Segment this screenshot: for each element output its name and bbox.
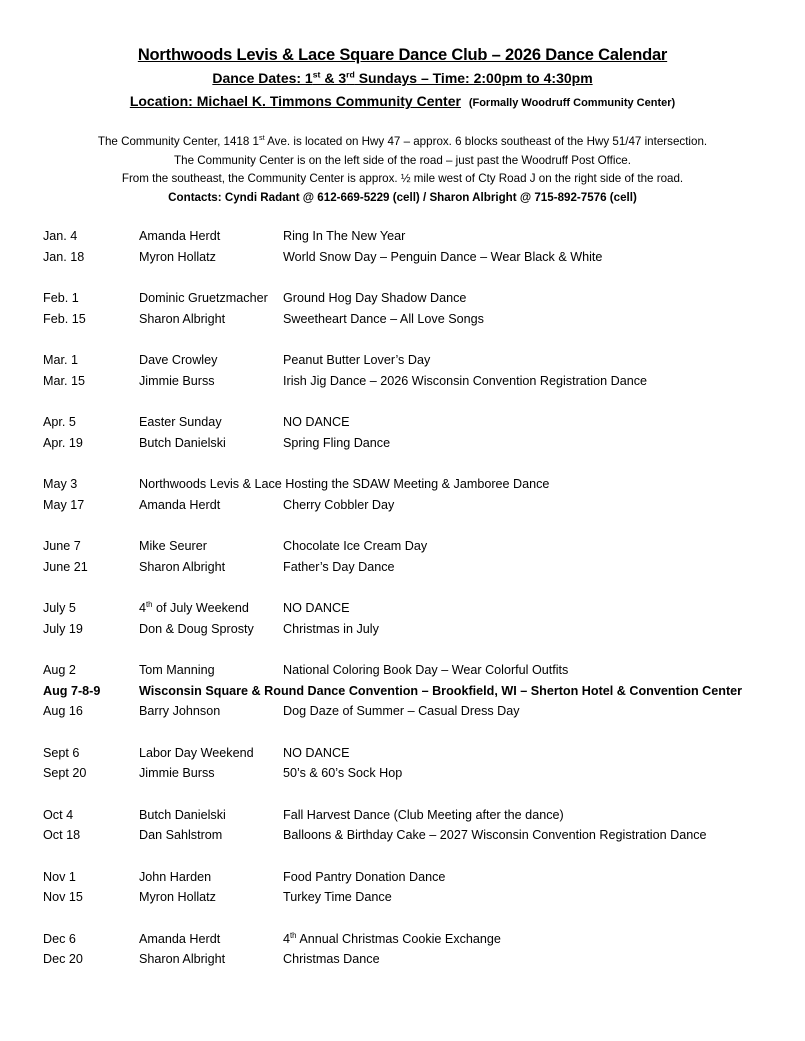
- caller: Jimmie Burss: [139, 766, 215, 780]
- caller: Easter Sunday: [139, 415, 222, 429]
- event-description: Northwoods Levis & Lace Hosting the SDAW Meeting & Jamboree Dance: [139, 477, 550, 491]
- caller: Myron Hollatz: [139, 890, 216, 904]
- schedule-row: [43, 619, 803, 640]
- caller: Labor Day Weekend: [139, 745, 254, 760]
- directions-text: The Community Center, 1418 1: [97, 135, 259, 148]
- caller: Butch Danielski: [139, 807, 226, 822]
- theme: Peanut Butter Lover’s Day: [283, 353, 431, 367]
- schedule-row: [43, 805, 803, 826]
- month-group-march: [43, 350, 803, 391]
- caller: Mike Seurer: [139, 539, 207, 553]
- schedule-row: [43, 887, 803, 908]
- month-group-june: [43, 536, 803, 577]
- date: Nov 15: [43, 890, 83, 904]
- theme: Fall Harvest Dance (Club Meeting after the dance): [283, 807, 564, 822]
- caller: Amanda Herdt: [139, 931, 221, 946]
- caller: Sharon Albright: [139, 311, 226, 326]
- caller: Amanda Herdt: [139, 497, 221, 512]
- caller: Tom Manning: [139, 663, 215, 677]
- caller: Dave Crowley: [139, 353, 218, 367]
- date: Nov 1: [43, 869, 76, 884]
- schedule-row: [43, 743, 803, 764]
- theme: Ground Hog Day Shadow Dance: [283, 291, 467, 305]
- document-title: Northwoods Levis & Lace Square Dance Club – 2026 Dance Calendar: [137, 46, 668, 64]
- theme: [283, 929, 501, 950]
- theme: Irish Jig Dance – 2026 Wisconsin Convention Registration Dance: [283, 373, 648, 388]
- schedule-row: [43, 598, 803, 619]
- date: Dec 20: [43, 952, 83, 966]
- date: Oct 4: [43, 807, 74, 822]
- date: Apr. 19: [43, 435, 83, 450]
- theme: 50’s & 60’s Sock Hop: [283, 766, 403, 780]
- schedule-row: [43, 226, 803, 247]
- date: Feb. 1: [43, 291, 79, 305]
- theme: NO DANCE: [283, 415, 350, 429]
- theme: Spring Fling Dance: [283, 435, 391, 450]
- schedule-row: [43, 412, 803, 433]
- date: Jan. 18: [43, 249, 85, 264]
- dance-dates-line: [0, 67, 805, 89]
- caller: Amanda Herdt: [139, 229, 221, 243]
- schedule-row-convention: [43, 681, 803, 702]
- theme: Food Pantry Donation Dance: [283, 869, 446, 884]
- schedule-row: [43, 660, 803, 681]
- month-group-december: [43, 929, 803, 970]
- dance-dates-text: Sundays – Time: 2:00pm to 4:30pm: [354, 70, 593, 86]
- caller: Barry Johnson: [139, 704, 221, 718]
- date: Aug 7-8-9: [43, 683, 101, 698]
- theme: Turkey Time Dance: [283, 890, 392, 904]
- schedule-row: [43, 247, 803, 268]
- directions-line-1: [0, 133, 805, 152]
- schedule-row: [43, 495, 803, 516]
- date: June 7: [43, 539, 81, 553]
- month-group-january: [43, 226, 803, 267]
- schedule-row: [43, 929, 803, 950]
- location-note: (Formally Woodruff Community Center): [468, 97, 676, 109]
- theme: World Snow Day – Penguin Dance – Wear Black & White: [283, 249, 603, 264]
- caller-text: of July Weekend: [152, 601, 249, 615]
- date: July 5: [43, 601, 76, 615]
- caller: Sharon Albright: [139, 952, 226, 966]
- month-group-august: [43, 660, 803, 722]
- date: Aug 2: [43, 663, 76, 677]
- superscript: th: [146, 599, 153, 609]
- dance-dates-text: & 3: [320, 70, 347, 86]
- date: May 17: [43, 497, 85, 512]
- schedule-row: [43, 701, 803, 722]
- schedule-row: [43, 433, 803, 454]
- directions-line-3: From the southeast, the Community Center is approx. ½ mile west of Cty Road J on the right side of the road.: [121, 172, 684, 185]
- schedule-row: [43, 557, 803, 578]
- directions-text: Ave. is located on Hwy 47 – approx. 6 blocks southeast of the Hwy 51/47 intersection.: [264, 135, 708, 148]
- date: Apr. 5: [43, 415, 76, 429]
- theme: National Coloring Book Day – Wear Colorful Outfits: [283, 663, 569, 677]
- month-group-february: [43, 288, 803, 329]
- document-header: [0, 44, 805, 114]
- date: Sept 6: [43, 745, 80, 760]
- caller: Dominic Gruetzmacher: [139, 291, 268, 305]
- caller: John Harden: [139, 869, 212, 884]
- schedule-row: [43, 474, 803, 495]
- month-group-july: [43, 598, 803, 639]
- event-description: Wisconsin Square & Round Dance Convention – Brookfield, WI – Sherton Hotel & Convention Center: [139, 683, 743, 698]
- date: Sept 20: [43, 766, 87, 780]
- dance-dates-text: Dance Dates: 1: [212, 70, 313, 86]
- theme: NO DANCE: [283, 745, 350, 760]
- caller: Jimmie Burss: [139, 373, 215, 388]
- month-group-october: [43, 805, 803, 846]
- date: May 3: [43, 477, 78, 491]
- caller: [139, 598, 249, 619]
- directions-block: [0, 133, 805, 207]
- directions-line-2: The Community Center is on the left side of the road – just past the Woodruff Post Office.: [174, 153, 631, 167]
- theme-text: Annual Christmas Cookie Exchange: [296, 931, 501, 946]
- theme-text: 4: [283, 931, 291, 946]
- caller: Myron Hollatz: [139, 249, 216, 264]
- date: July 19: [43, 621, 83, 636]
- caller: Don & Doug Sprosty: [139, 621, 254, 636]
- date: Mar. 15: [43, 373, 85, 388]
- date: Jan. 4: [43, 229, 78, 243]
- date: Dec 6: [43, 931, 76, 946]
- schedule-row: [43, 371, 803, 392]
- theme: Ring In The New Year: [283, 229, 406, 243]
- caller: Sharon Albright: [139, 559, 226, 574]
- month-group-november: [43, 867, 803, 908]
- schedule-row: [43, 309, 803, 330]
- dance-schedule: [43, 226, 803, 991]
- theme: Balloons & Birthday Cake – 2027 Wisconsin Convention Registration Dance: [283, 828, 707, 842]
- contacts-line: Contacts: Cyndi Radant @ 612-669-5229 (cell) / Sharon Albright @ 715-892-7576 (cell): [168, 190, 637, 204]
- theme: Dog Daze of Summer – Casual Dress Day: [283, 704, 520, 718]
- theme: Father’s Day Dance: [283, 559, 395, 574]
- schedule-row: [43, 825, 803, 846]
- date: June 21: [43, 559, 88, 574]
- theme: Chocolate Ice Cream Day: [283, 539, 428, 553]
- superscript: th: [290, 930, 297, 940]
- schedule-row: [43, 350, 803, 371]
- month-group-april: [43, 412, 803, 453]
- caller-text: 4: [139, 601, 147, 615]
- theme: Christmas Dance: [283, 952, 380, 966]
- schedule-row: [43, 288, 803, 309]
- date: Feb. 15: [43, 311, 86, 326]
- theme: Sweetheart Dance – All Love Songs: [283, 311, 484, 326]
- superscript: st: [312, 69, 321, 80]
- schedule-row: [43, 867, 803, 888]
- location-line: [0, 90, 805, 114]
- month-group-september: [43, 743, 803, 784]
- schedule-row: [43, 763, 803, 784]
- theme: Christmas in July: [283, 621, 379, 636]
- schedule-row: [43, 536, 803, 557]
- superscript: rd: [346, 69, 355, 80]
- date: Mar. 1: [43, 353, 78, 367]
- theme: NO DANCE: [283, 601, 350, 615]
- theme: Cherry Cobbler Day: [283, 497, 395, 512]
- superscript: st: [258, 133, 265, 143]
- caller: Butch Danielski: [139, 435, 226, 450]
- date: Aug 16: [43, 704, 83, 718]
- location-name: Location: Michael K. Timmons Community Center: [129, 93, 461, 109]
- month-group-may: [43, 474, 803, 515]
- date: Oct 18: [43, 828, 81, 842]
- caller: Dan Sahlstrom: [139, 828, 223, 842]
- schedule-row: [43, 949, 803, 970]
